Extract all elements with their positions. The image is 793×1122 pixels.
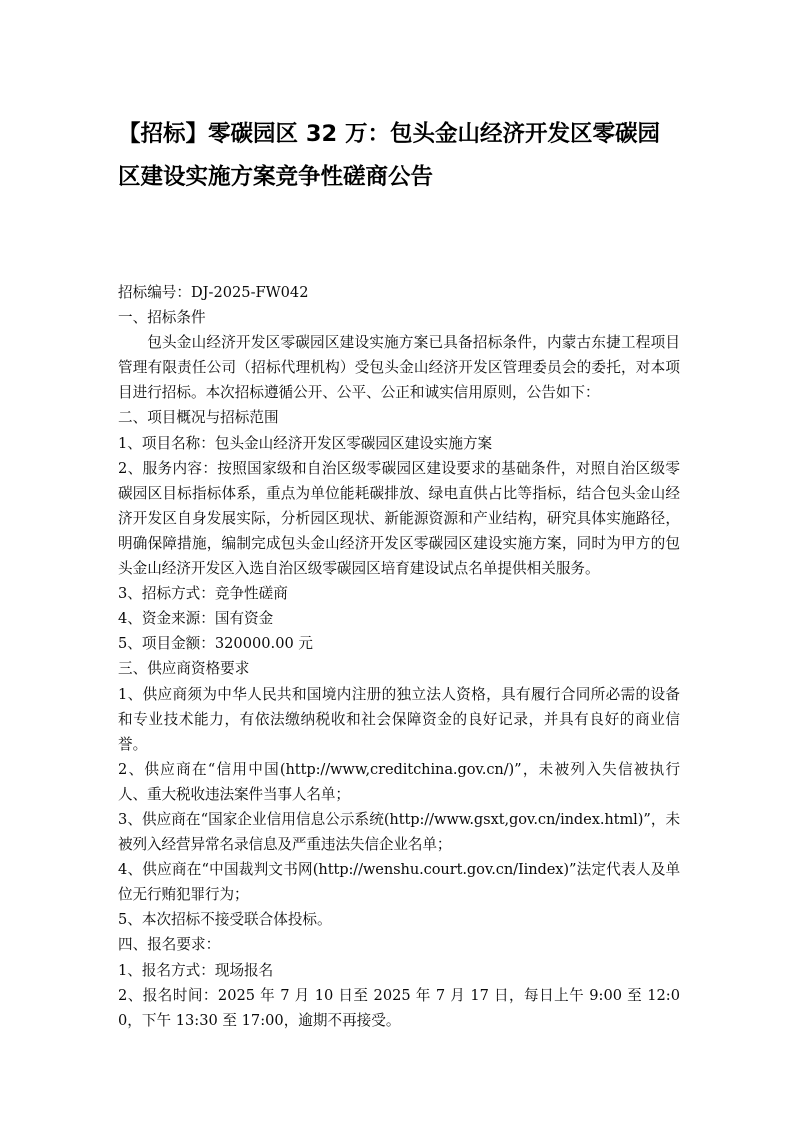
section-heading-1: 一、招标条件 [118,309,206,327]
section-3-item-2-creditchina: 2、供应商在“信用中国(http://www,creditchina.gov.cn/)”，未被列入失信被执行人、重大税收违法案件当事人名单； [118,760,680,803]
section-2-item-3-bid-method: 3、招标方式：竞争性磋商 [118,585,288,603]
section-2-item-2-service-content: 2、服务内容：按照国家级和自治区级零碳园区建设要求的基础条件，对照自治区级零碳园区目标指标体系，重点为单位能耗碳排放、绿电直供占比等指标，结合包头金山经济开发区自身发展实际，分析园区现状、新能源资源和产业结构，研究具体实施路径，明确保障措施，编制完成包头金山经济开发区零碳园区建设实施方案，同时为甲方的包头金山经济开发区入选自治区级零碳园区培育建设试点名单提供相关服务。 [118,459,680,578]
section-heading-2: 二、项目概况与招标范围 [118,409,279,427]
section-3-item-5-no-consortium: 5、本次招标不接受联合体投标。 [118,911,332,929]
page-title: 【招标】零碳园区 32 万：包头金山经济开发区零碳园区建设实施方案竞争性磋商公告 [118,121,660,191]
document-body [118,280,680,1033]
section-3-item-3-gsxt: 3、供应商在“国家企业信用信息公示系统(http://www.gsxt,gov.cn/index.html)”，未被列入经营异常名录信息及严重违法失信企业名单； [118,810,680,854]
section-3-item-4-wenshu: 4、供应商在“中国裁判文书网(http://wenshu.court.gov.cn/Iindex)”法定代表人及单位无行贿犯罪行为； [118,861,680,904]
section-2-item-4-funding-source: 4、资金来源：国有资金 [118,610,274,628]
section-1-paragraph-1: 包头金山经济开发区零碳园区建设实施方案已具备招标条件，内蒙古东捷工程项目管理有限责任公司（招标代理机构）受包头金山经济开发区管理委员会的委托，对本项目进行招标。本次招标遵循公开、公平、公正和诚实信用原则，公告如下： [118,334,680,402]
section-heading-3: 三、供应商资格要求 [118,660,250,678]
bid-number-line: 招标编号：DJ-2025-FW042 [118,284,309,301]
section-4-item-1-registration-method: 1、报名方式：现场报名 [118,961,274,979]
section-2-item-1-project-name: 1、项目名称：包头金山经济开发区零碳园区建设实施方案 [118,434,493,452]
section-3-item-1-legal-entity: 1、供应商须为中华人民共和国境内注册的独立法人资格，具有履行合同所必需的设备和专业技术能力，有依法缴纳税收和社会保障资金的良好记录，并具有良好的商业信誉。 [118,685,680,753]
section-4-item-2-registration-time: 2、报名时间：2025 年 7 月 10 日至 2025 年 7 月 17 日，每日上午 9:00 至 12:00，下午 13:30 至 17:00，逾期不再接受。 [118,986,680,1029]
section-2-item-5-project-amount: 5、项目金额：320000.00 元 [118,635,313,653]
section-heading-4: 四、报名要求： [118,936,221,954]
